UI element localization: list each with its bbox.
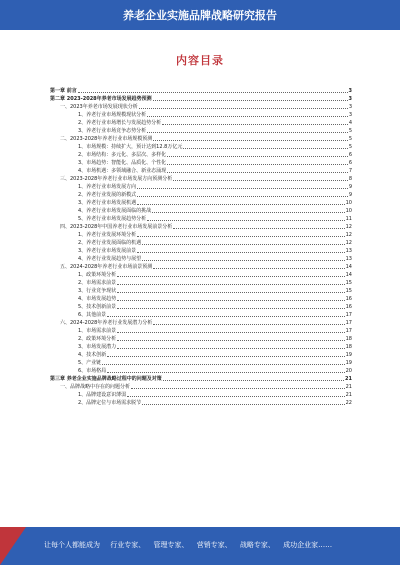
toc-entry[interactable] <box>78 334 352 342</box>
toc-entry[interactable] <box>78 190 352 198</box>
toc-entry[interactable] <box>78 198 352 206</box>
toc-entry[interactable] <box>60 318 352 326</box>
toc-entry-text: 第二章 2023-2028年养老市场发展趋势预测 <box>50 96 152 102</box>
footer-lead: 让每个人都能成为 <box>44 541 100 549</box>
toc-leader-dots <box>117 283 344 285</box>
toc-entry[interactable] <box>78 110 352 118</box>
footer-role: 营销专家、 <box>196 541 232 549</box>
toc-entry-text: 一、品牌战略中存在的问题分析 <box>60 384 131 390</box>
toc-entry-text: 二、2023-2028年养老行业市场规模预测 <box>60 136 153 142</box>
toc-leader-dots <box>142 403 344 405</box>
toc-leader-dots <box>102 363 344 365</box>
toc-entry[interactable] <box>60 134 352 142</box>
toc-leader-dots <box>163 379 344 381</box>
toc-entry-text: 2、养老行业发展面临的机遇 <box>78 240 142 246</box>
toc-leader-dots <box>117 339 344 341</box>
toc-entry[interactable] <box>60 382 352 390</box>
toc-entry-text: 5、产业链 <box>78 360 102 366</box>
toc-leader-dots <box>147 219 344 221</box>
toc-page-number: 14 <box>345 272 352 278</box>
toc-entry[interactable] <box>50 86 352 94</box>
toc-entry-text: 2、养老行业市场增长与发展趋势分析 <box>78 120 162 126</box>
toc-leader-dots <box>107 315 344 317</box>
toc-entry-text: 1、养老行业发展环境分析 <box>78 232 137 238</box>
toc-page-number: 21 <box>345 384 352 390</box>
toc-entry-text: 6、市场格局 <box>78 368 107 374</box>
toc-page-number: 13 <box>345 248 352 254</box>
toc-page-number: 8 <box>348 176 352 182</box>
toc-leader-dots <box>153 267 344 269</box>
toc-entry[interactable] <box>78 254 352 262</box>
toc-page-number: 3 <box>348 112 352 118</box>
toc-entry-text: 四、2023-2028年中国养老行业市场发展前景分析 <box>60 224 173 230</box>
toc-page-number: 21 <box>345 376 352 382</box>
toc-entry-text: 5、养老行业市场发展趋势分析 <box>78 216 147 222</box>
toc-entry[interactable] <box>78 390 352 398</box>
toc-leader-dots <box>167 155 348 157</box>
toc-entry[interactable] <box>78 166 352 174</box>
toc-page-number: 16 <box>345 296 352 302</box>
toc-leader-dots <box>117 299 344 301</box>
toc-entry-text: 2、品牌定位与市场需求脱节 <box>78 400 142 406</box>
toc-page-number: 14 <box>345 264 352 270</box>
toc-heading: 内容目录 <box>176 54 224 67</box>
toc-leader-dots <box>137 195 348 197</box>
toc-page-number: 20 <box>345 368 352 374</box>
toc-entry[interactable] <box>78 294 352 302</box>
toc-leader-dots <box>137 235 344 237</box>
footer-role: 成功企业家…… <box>283 541 333 549</box>
footer-role: 战略专家、 <box>239 541 275 549</box>
toc-entry[interactable] <box>78 302 352 310</box>
footer-role: 管理专家、 <box>153 541 189 549</box>
toc-entry[interactable] <box>60 102 352 110</box>
toc-entry-text: 1、政策环境分析 <box>78 272 117 278</box>
toc-page-number: 3 <box>348 96 352 102</box>
toc-entry-text: 1、品牌建设意识薄弱 <box>78 392 127 398</box>
toc-entry-text: 4、养老行业市场发展面临的挑战 <box>78 208 152 214</box>
toc-leader-dots <box>153 99 348 101</box>
toc-leader-dots <box>142 243 344 245</box>
toc-leader-dots <box>183 147 347 149</box>
toc-leader-dots <box>137 251 344 253</box>
toc-page-number: 5 <box>348 136 352 142</box>
toc-leader-dots <box>167 163 348 165</box>
toc-page-number: 18 <box>345 344 352 350</box>
toc-entry-text: 2、市场需求前景 <box>78 280 117 286</box>
toc-page-number: 9 <box>348 192 352 198</box>
toc-entry[interactable] <box>78 398 352 406</box>
footer-accent-wedge <box>0 527 26 565</box>
toc-page-number: 16 <box>345 304 352 310</box>
toc-page-number: 11 <box>345 216 352 222</box>
toc-leader-dots <box>117 307 344 309</box>
toc-page-number: 9 <box>348 184 352 190</box>
toc-entry-text: 4、市场机遇：多领域融合、新业态涌现 <box>78 168 167 174</box>
toc-page-number: 10 <box>345 208 352 214</box>
toc-entry-text: 1、养老行业市场发展方向 <box>78 184 137 190</box>
toc-page-number: 6 <box>348 152 352 158</box>
toc-entry-text: 4、养老行业发展趋势与展望 <box>78 256 142 262</box>
toc-leader-dots <box>173 227 344 229</box>
toc-leader-dots <box>153 139 348 141</box>
report-title: 养老企业实施品牌战略研究报告 <box>123 9 277 22</box>
toc-leader-dots <box>139 107 348 109</box>
toc-entry[interactable] <box>50 374 352 382</box>
toc-page-number: 15 <box>345 288 352 294</box>
toc-page-number: 5 <box>348 144 352 150</box>
toc-entry-text: 3、养老行业市场发展前景 <box>78 248 137 254</box>
toc-entry-text: 五、2024-2028年养老行业市场前景预测 <box>60 264 153 270</box>
toc-entry-text: 1、市场需求前景 <box>78 328 117 334</box>
toc-leader-dots <box>152 211 344 213</box>
toc-leader-dots <box>173 179 348 181</box>
toc-leader-dots <box>167 171 348 173</box>
toc-entry[interactable] <box>78 310 352 318</box>
toc-entry[interactable] <box>78 270 352 278</box>
toc-page-number: 3 <box>348 88 352 94</box>
toc-entry[interactable] <box>78 206 352 214</box>
toc-entry-text: 2、市场结构：多元化、多层次、多样化 <box>78 152 167 158</box>
toc-entry-text: 4、技术创新 <box>78 352 107 358</box>
toc-leader-dots <box>147 131 348 133</box>
toc-entry[interactable] <box>78 366 352 374</box>
toc-page-number: 10 <box>345 200 352 206</box>
toc-entry[interactable] <box>78 230 352 238</box>
toc-entry[interactable] <box>60 222 352 230</box>
toc-leader-dots <box>137 187 348 189</box>
toc-entry-text: 6、其他前景 <box>78 312 107 318</box>
toc-entry-text: 六、2024-2028年养老行业发展潜力分析 <box>60 320 153 326</box>
toc-entry-text: 3、养老行业市场发展机遇 <box>78 200 137 206</box>
toc-page-number: 17 <box>345 320 352 326</box>
toc-page-number: 7 <box>348 168 352 174</box>
toc-leader-dots <box>153 323 344 325</box>
toc-leader-dots <box>117 275 344 277</box>
toc-entry-text: 第一章 前言 <box>50 88 77 94</box>
toc-page-number: 19 <box>345 352 352 358</box>
toc-entry-text: 一、2023年养老市场发展现状分析 <box>60 104 138 110</box>
toc-page-number: 17 <box>345 328 352 334</box>
toc-entry[interactable] <box>78 238 352 246</box>
toc-leader-dots <box>147 115 348 117</box>
toc-entry[interactable] <box>78 286 352 294</box>
toc-leader-dots <box>117 347 344 349</box>
toc-leader-dots <box>137 203 344 205</box>
toc-page-number: 6 <box>348 160 352 166</box>
toc-leader-dots <box>78 91 348 93</box>
toc-page-number: 12 <box>345 224 352 230</box>
toc-entry[interactable] <box>78 246 352 254</box>
toc-entry-text: 1、市场规模：持续扩大，预计达到12.8万亿元 <box>78 144 183 150</box>
toc-entry[interactable] <box>78 278 352 286</box>
toc-entry-text: 2、养老行业发展的新模式 <box>78 192 137 198</box>
toc-page-number: 17 <box>345 312 352 318</box>
toc-leader-dots <box>131 387 345 389</box>
toc-entry-text: 3、市场发展潜力 <box>78 344 117 350</box>
toc-entry-text: 3、养老行业市场竞争态势分析 <box>78 128 147 134</box>
toc-page-number: 12 <box>345 232 352 238</box>
toc-entry-text: 三、2023-2028年养老行业市场发展方向预测分析 <box>60 176 173 182</box>
toc-page-number: 18 <box>345 336 352 342</box>
toc-page-number: 15 <box>345 280 352 286</box>
toc-leader-dots <box>107 371 344 373</box>
toc-entry[interactable] <box>78 214 352 222</box>
toc-entry[interactable] <box>78 342 352 350</box>
toc-leader-dots <box>117 291 344 293</box>
toc-leader-dots <box>107 355 344 357</box>
toc-entry[interactable] <box>78 326 352 334</box>
toc-entry[interactable] <box>78 158 352 166</box>
toc-entry[interactable] <box>78 126 352 134</box>
toc-page-number: 22 <box>345 400 352 406</box>
toc-leader-dots <box>142 259 344 261</box>
toc-leader-dots <box>127 395 344 397</box>
toc-entry-text: 第三章 养老企业实施品牌战略过程中的问题及对策 <box>50 376 162 382</box>
toc-entry[interactable] <box>78 182 352 190</box>
toc-page-number: 21 <box>345 392 352 398</box>
toc-entry[interactable] <box>78 350 352 358</box>
toc-page-number: 12 <box>345 240 352 246</box>
footer-role: 行业专家、 <box>110 541 146 549</box>
toc-entry-text: 4、市场发展趋势 <box>78 296 117 302</box>
report-header-bar <box>0 0 400 30</box>
toc-leader-dots <box>162 123 348 125</box>
toc-entry-text: 1、养老行业市场规模现状分析 <box>78 112 147 118</box>
toc-entry[interactable] <box>60 262 352 270</box>
toc-entry-text: 5、技术创新前景 <box>78 304 117 310</box>
toc-page-number: 5 <box>348 128 352 134</box>
footer-slogan <box>44 540 338 550</box>
toc-entry[interactable] <box>78 142 352 150</box>
toc-entry-text: 3、行业竞争现状 <box>78 288 117 294</box>
toc-page-number: 13 <box>345 256 352 262</box>
toc-entry[interactable] <box>78 118 352 126</box>
toc-entry[interactable] <box>78 150 352 158</box>
toc-entry-text: 3、市场趋势：智能化、品质化、个性化 <box>78 160 167 166</box>
toc-leader-dots <box>117 331 344 333</box>
toc-entry[interactable] <box>50 94 352 102</box>
toc-page-number: 4 <box>348 120 352 126</box>
toc-entry[interactable] <box>60 174 352 182</box>
toc-entry-text: 2、政策环境分析 <box>78 336 117 342</box>
footer-bar <box>0 527 400 565</box>
toc-page-number: 3 <box>348 104 352 110</box>
toc-page-number: 19 <box>345 360 352 366</box>
toc-entry[interactable] <box>78 358 352 366</box>
